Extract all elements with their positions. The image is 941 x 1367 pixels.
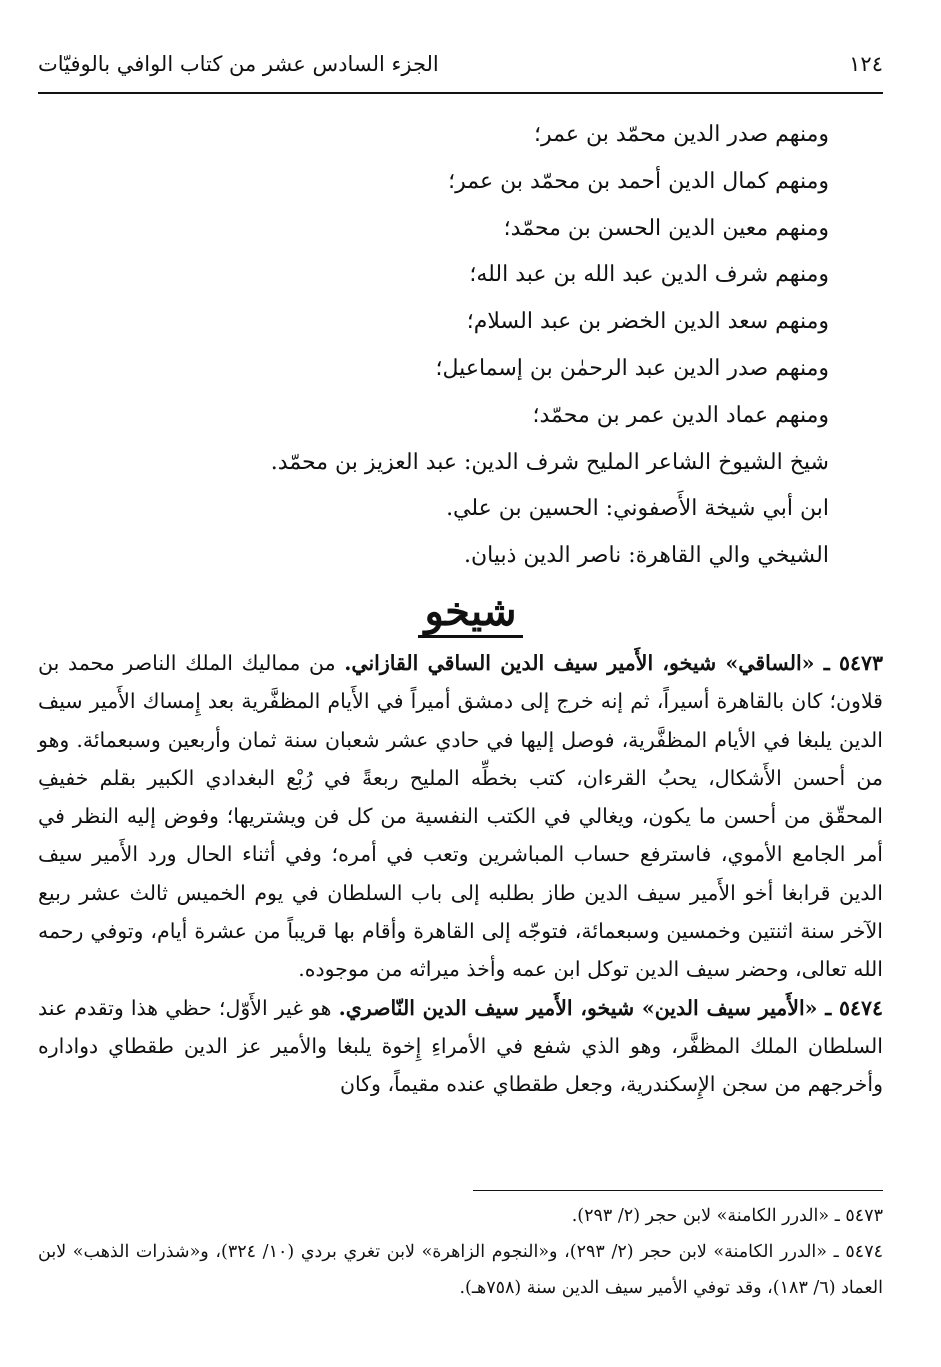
list-item: ومنهم كمال الدين أحمد بن محمّد بن عمر؛	[448, 168, 829, 194]
page-header	[38, 44, 883, 84]
page-number: ١٢٤	[849, 52, 883, 76]
list-item: ابن أبي شيخة الأَصفوني: الحسين بن علي.	[446, 496, 829, 522]
entry-text: هو غير الأَوّل؛ حظي هذا وتقدم عند السلطان الملك المظفَّر، وهو الذي شفع في الأمراءِ إِخوة يلبغا والأمير عز الدين طقطاي دواداره وأخرجهم من سجن الإِسكندرية، وجعل طقطاي عنده مقيماً، وكان	[38, 995, 883, 1097]
footnote-rule	[473, 1190, 883, 1191]
entry-heading: ٥٤٧٣ ـ «الساقي» شيخو، الأَمير سيف الدين الساقي القازاني.	[344, 651, 884, 675]
list-item: ومنهم عماد الدين عمر بن محمّد؛	[532, 402, 829, 428]
list-item: الشيخي والي القاهرة: ناصر الدين ذبيان.	[464, 543, 829, 569]
list-item: ومنهم شرف الدين عبد الله بن عبد الله؛	[469, 262, 829, 288]
header-rule	[38, 92, 883, 94]
list-item: شيخ الشيوخ الشاعر المليح شرف الدين: عبد العزيز بن محمّد.	[270, 449, 829, 475]
list-item: ومنهم صدر الدين محمّد بن عمر؛	[534, 122, 829, 147]
footnote: ٥٤٧٤ ـ «الدرر الكامنة» لابن حجر (٢/ ٢٩٣)، و«النجوم الزاهرة» لابن تغري بردي (١٠/ ٣٢٤)، و«شذرات الذهب» لابن العماد (٦/ ١٨٣)، وقد توفي الأمير سيف الدين سنة (٧٥٨هـ).	[38, 1242, 883, 1298]
entry-5474	[38, 989, 883, 1104]
footnotes	[38, 1198, 883, 1306]
entries	[38, 644, 883, 1104]
entry-heading: ٥٤٧٤ ـ «الأَمير سيف الدين» شيخو، الأَمير سيف الدين النّاصري.	[338, 995, 883, 1020]
entry-text: من مماليك الملك الناصر محمد بن قلاون؛ كان بالقاهرة أسيراً، ثم إنه خرج إلى دمشق أميراً في الأَيام المظفَّرية بعد إِمساك الأَمير سيف الدين يلبغا في الأيام المظفَّرية، فوصل إليها في حادي عشر شعبان سنة ثمان وأربعين وسبعمائة. وهو من أحسن الأَشكال، يحبُ القرءان، كتب بخطِّه المليح ربعةً في رُبْع البغدادي الكبير بقلم خفيفِ المحقّق من أحسن ما يكون، ويغالي في الكتب النفسية من كل فن ويشتريها؛ وفوض إليه النظر في أمر الجامع الأموي، فاسترفع حساب المباشرين وتعب في أمره؛ وفي أثناء الحال ورد الأَمير سيف الدين قرابغا أخو الأَمير سيف الدين طاز بطلبه إلى باب السلطان في يوم الخميس ثالث عشر ربيع الآخر سنة اثنتين وخمسين وسبعمائة، فتوجّه إلى القاهرة وأقام بها قريباً من عشرة أيام، وتوفي رحمه الله تعالى، وحضر سيف الدين توكل ابن عمه وأخذ ميراثه من موجوده.	[38, 651, 883, 982]
list-item: ومنهم معين الدين الحسن بن محمّد؛	[503, 215, 829, 241]
section-title-text: شيخو	[418, 588, 522, 638]
running-title: الجزء السادس عشر من كتاب الوافي بالوفيّات	[38, 52, 439, 76]
footnote: ٥٤٧٣ ـ «الدرر الكامنة» لابن حجر (٢/ ٢٩٣).	[571, 1206, 883, 1226]
entry-5473	[38, 644, 883, 989]
section-title	[0, 588, 941, 636]
list-item: ومنهم سعد الدين الخضر بن عبد السلام؛	[466, 309, 829, 335]
list-item: ومنهم صدر الدين عبد الرحمٰن بن إسماعيل؛	[435, 355, 829, 381]
name-list	[60, 112, 829, 580]
